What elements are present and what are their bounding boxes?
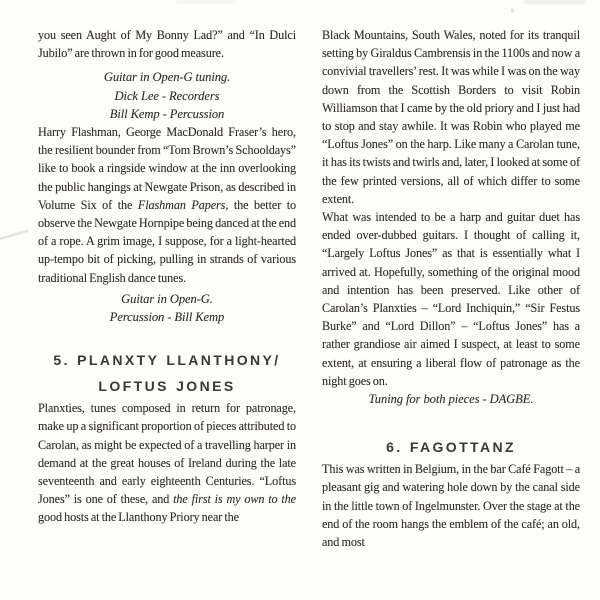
text-columns	[38, 26, 580, 551]
paragraph-black-mountains: Black Mountains, South Wales, noted for its tranquil setting by Giraldus Cambrensis in the 1100s and now a convivial travellers’ rest. It was while I was on the way down from the Scottish Borders to visit Robin Williamson that I came by the old priory and I just had to stop and stay awhile. It was Robin who played me “Loftus Jones” on the harp. Like many a Carolan tune, it has its twists and twirls and, later, I looked at some of the few printed versions, all of which differ to some extent.	[322, 28, 580, 206]
left-column	[38, 26, 296, 551]
text-segment: good hosts at the Llanthony Priory near the	[38, 510, 239, 525]
paragraph-bonny-lad: you seen Aught of My Bonny Lad?” and “In Dulci Jubilo” are thrown in for good measure.	[38, 28, 296, 61]
paragraph-fagottanz: This was written in Belgium, in the bar Café Fagott – a pleasant gig and watering hole down by the canal side in the little town of Ingelmunster. Over the stage at the end of the room hangs the emblem of the café; an old, and most	[322, 462, 580, 550]
paragraph-flashman	[38, 123, 296, 287]
credits-block-1	[38, 68, 296, 123]
track-heading-5	[38, 347, 296, 399]
scan-scratch-left-edge	[0, 230, 29, 240]
italic-title-flashman-papers: Flashman Papers,	[137, 197, 229, 212]
track-heading-5-line-1: 5. PLANXTY LLANTHONY/	[53, 352, 281, 369]
credit-line: Percussion - Bill Kemp	[109, 310, 225, 325]
credit-line: Dick Lee - Recorders	[114, 88, 220, 103]
text-segment: Harry Flashman, George MacDonald Fraser’s hero, the resilient bounder from “Tom Brown’s Schooldays” like to book a ringside window at the inn overlooking the public hangings at Newgate Prison, as described in Volume Six of the	[38, 125, 296, 212]
scan-smudge-top-right	[524, 0, 586, 4]
right-column	[322, 26, 580, 551]
credits-block-2	[38, 290, 296, 326]
text-segment: the better to observe the Newgate Hornpipe being danced at the end of a rope. A grim image, I suppose, for a light-hearted up-tempo bit of picking, pulling in strands of various traditional English dance tunes.	[38, 197, 296, 285]
text-segment: Planxties, tunes composed in return for patronage, make up a significant proportion of pieces attributed to Carolan, as might be expected of a travelling harper in demand at the great houses of Ireland during the late seventeenth and early eighteenth Centuries. “Loftus Jones” is one of these, and	[38, 401, 296, 507]
tuning-note: Tuning for both pieces - DAGBE.	[368, 392, 534, 407]
paragraph-loftus-jones-duet: What was intended to be a harp and guitar duet has ended over-dubbed guitars. I thought of calling it, “Largely Loftus Jones” as that is essentially what I arrived at. Hopefully, something of the original mood and intention has been preserved. Like other of Carolan’s Planxties – “Lord Inchiquin,” “Sir Festus Burke” and “Lord Dillon” – “Loftus Jones” has a rather grandiose air aimed I suspect, at least to some extent, at ensuring a liberal flow of patronage as the night goes on.	[322, 210, 580, 388]
paragraph-planxties	[38, 399, 296, 526]
credit-line: Bill Kemp - Percussion	[109, 106, 225, 121]
track-heading-5-line-2: LOFTUS JONES	[98, 378, 236, 395]
credit-line: Guitar in Open-G.	[121, 291, 213, 306]
track-heading-6: 6. FAGOTTANZ	[386, 439, 516, 456]
credit-line: Guitar in Open-G tuning.	[103, 70, 231, 85]
scan-smudge-top-middle	[176, 0, 234, 3]
italic-emphasis: the first is my own to the	[173, 492, 296, 507]
scan-speck	[511, 8, 514, 13]
